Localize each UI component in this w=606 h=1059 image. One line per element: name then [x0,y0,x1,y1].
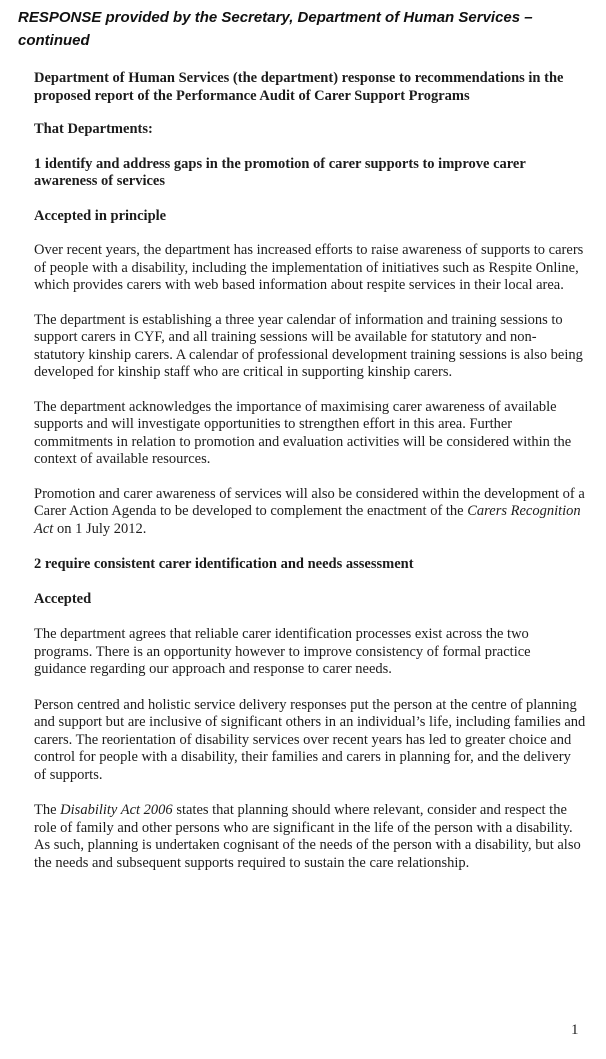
recommendation-1-status: Accepted in principle [34,207,167,224]
recommendation-1-paragraph-2: The department is establishing a three year calendar of information and training sessions to support carers in CYF, and all training sessions will be available for statutory and non-statutory kinship carers. A calendar of professional development training sessions is also being developed for kinship staff who are critical in supporting kinship carers. [34,311,583,380]
paragraph-text: Promotion and carer awareness of services will also be considered within the development of a Carer Action Agenda to be developed to complement the enactment of the [34,485,585,519]
that-departments-heading: That Departments: [34,121,153,137]
scanned-letter [34,70,586,889]
paragraph-text: states that planning should where relevant, consider and respect the role of family and other persons who are significant in the life of the person with a disability. As such, planning is undertaken cognisant of the needs of the person with a disability, but also the needs and subsequent supports required to sustain the care relationship. [34,802,581,871]
act-title: Disability Act 2006 [60,802,173,818]
recommendation-2-heading: 2 require consistent carer identification and needs assessment [34,556,414,572]
recommendation-1-heading: 1 identify and address gaps in the promotion of carer supports to improve carer awareness of services [34,155,526,189]
document-title: Department of Human Services (the department) response to recommendations in the proposed report of the Performance Audit of Carer Support Programs [34,70,564,104]
recommendation-2-status: Accepted [34,590,92,607]
page-number: 1 [571,1022,579,1038]
recommendation-1-paragraph-1: Over recent years, the department has increased efforts to raise awareness of supports to carers of people with a disability, including the implementation of initiatives such as Respite Online, which provides carers with web based information about respite services in their local area. [34,242,584,293]
paragraph-text: The [34,802,61,818]
recommendation-1-paragraph-4 [34,486,586,539]
recommendation-1-paragraph-3: The department acknowledges the importance of maximising carer awareness of available supports and will investigate opportunities to strengthen effort in this area. Further commitments in relation to promotion and evaluation activities will be considered within the context of available resources. [34,398,572,467]
act-title: Carers Recognition Act [34,503,581,537]
recommendation-2-paragraph-3 [34,802,586,872]
paragraph-text: on 1 July 2012. [53,520,147,537]
response-header: RESPONSE provided by the Secretary, Department of Human Services – continued [18,9,533,49]
recommendation-2-paragraph-2: Person centred and holistic service delivery responses put the person at the centre of planning and support but are inclusive of significant others in an individual’s life, including families and carers. The reorientation of disability services over recent years has led to greater choice and control for people with a disability, their families and carers in planning for, and the delivery of supports. [34,696,586,783]
recommendation-2-paragraph-1: The department agrees that reliable carer identification processes exist across the two programs. There is an opportunity however to improve consistency of formal practice guidance regarding our approach and response to carer needs. [34,626,531,677]
